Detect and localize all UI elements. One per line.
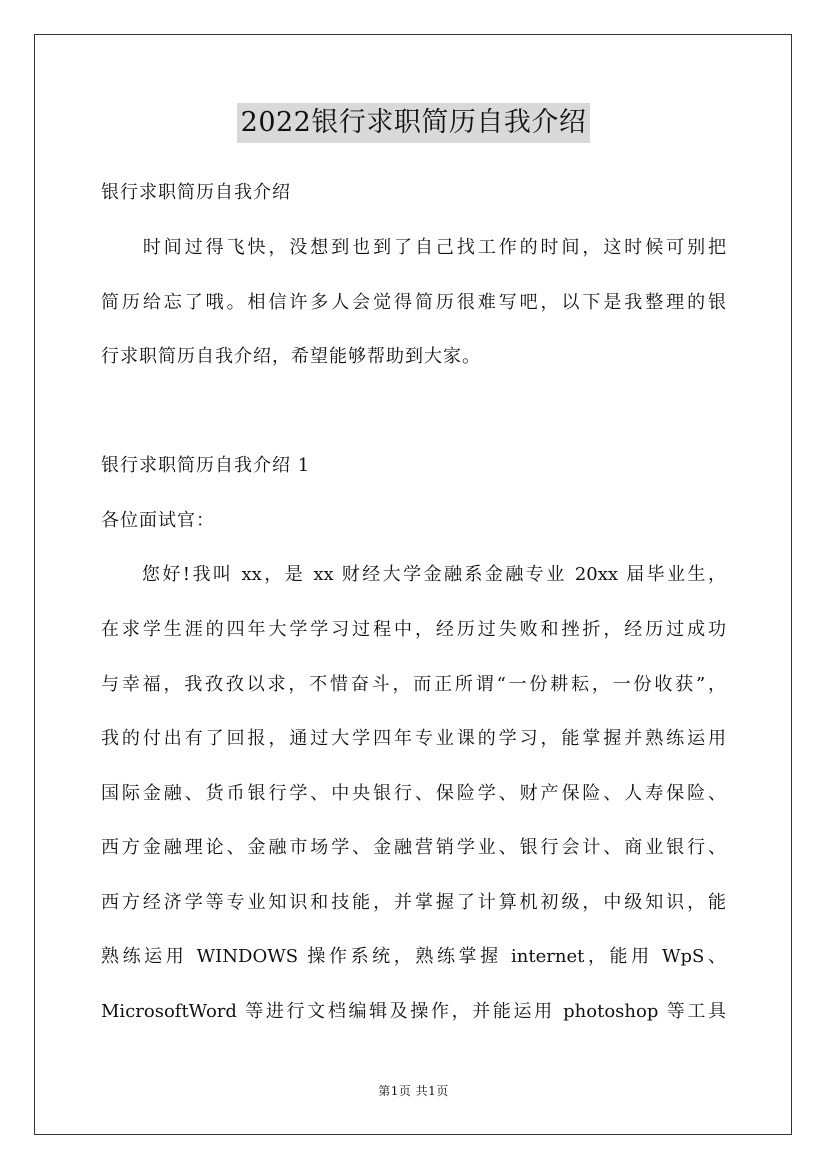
paragraph-line: 西方金融理论、金融市场学、金融营销学业、银行会计、商业银行、	[101, 837, 726, 858]
document-title: 2022银行求职简历自我介绍	[237, 103, 591, 143]
paragraph-line: 时间过得飞快，没想到也到了自己找工作的时间，这时候可别把	[101, 237, 726, 258]
paragraph-line: 国际金融、货币银行学、中央银行、保险学、财产保险、人寿保险、	[101, 783, 726, 804]
paragraph-line: 您好!我叫 xx，是 xx 财经大学金融系金融专业 20xx 届毕业生，	[101, 564, 726, 585]
paragraph-line: 在求学生涯的四年大学学习过程中，经历过失败和挫折，经历过成功	[101, 619, 726, 640]
page-footer: 第1页 共1页	[378, 1084, 449, 1098]
section-heading: 银行求职简历自我介绍 1	[101, 455, 311, 476]
salutation-line: 各位面试官：	[101, 510, 215, 531]
paragraph-line: 与幸福，我孜孜以求，不惜奋斗，而正所谓“一份耕耘，一份收获”，	[101, 674, 726, 695]
paragraph-line: MicrosoftWord 等进行文档编辑及操作，并能运用 photoshop 等工具	[101, 1001, 726, 1022]
paragraph-line: 我的付出有了回报，通过大学四年专业课的学习，能掌握并熟练运用	[101, 728, 726, 749]
paragraph-line: 行求职简历自我介绍，希望能够帮助到大家。	[101, 346, 481, 367]
title-container	[0, 103, 827, 143]
subtitle-line: 银行求职简历自我介绍	[101, 182, 291, 203]
paragraph-line: 简历给忘了哦。相信许多人会觉得简历很难写吧，以下是我整理的银	[101, 292, 726, 313]
paragraph-line: 熟练运用 WINDOWS 操作系统，熟练掌握 internet，能用 WpS、	[101, 946, 726, 967]
paragraph-line: 西方经济学等专业知识和技能，并掌握了计算机初级，中级知识，能	[101, 892, 726, 913]
